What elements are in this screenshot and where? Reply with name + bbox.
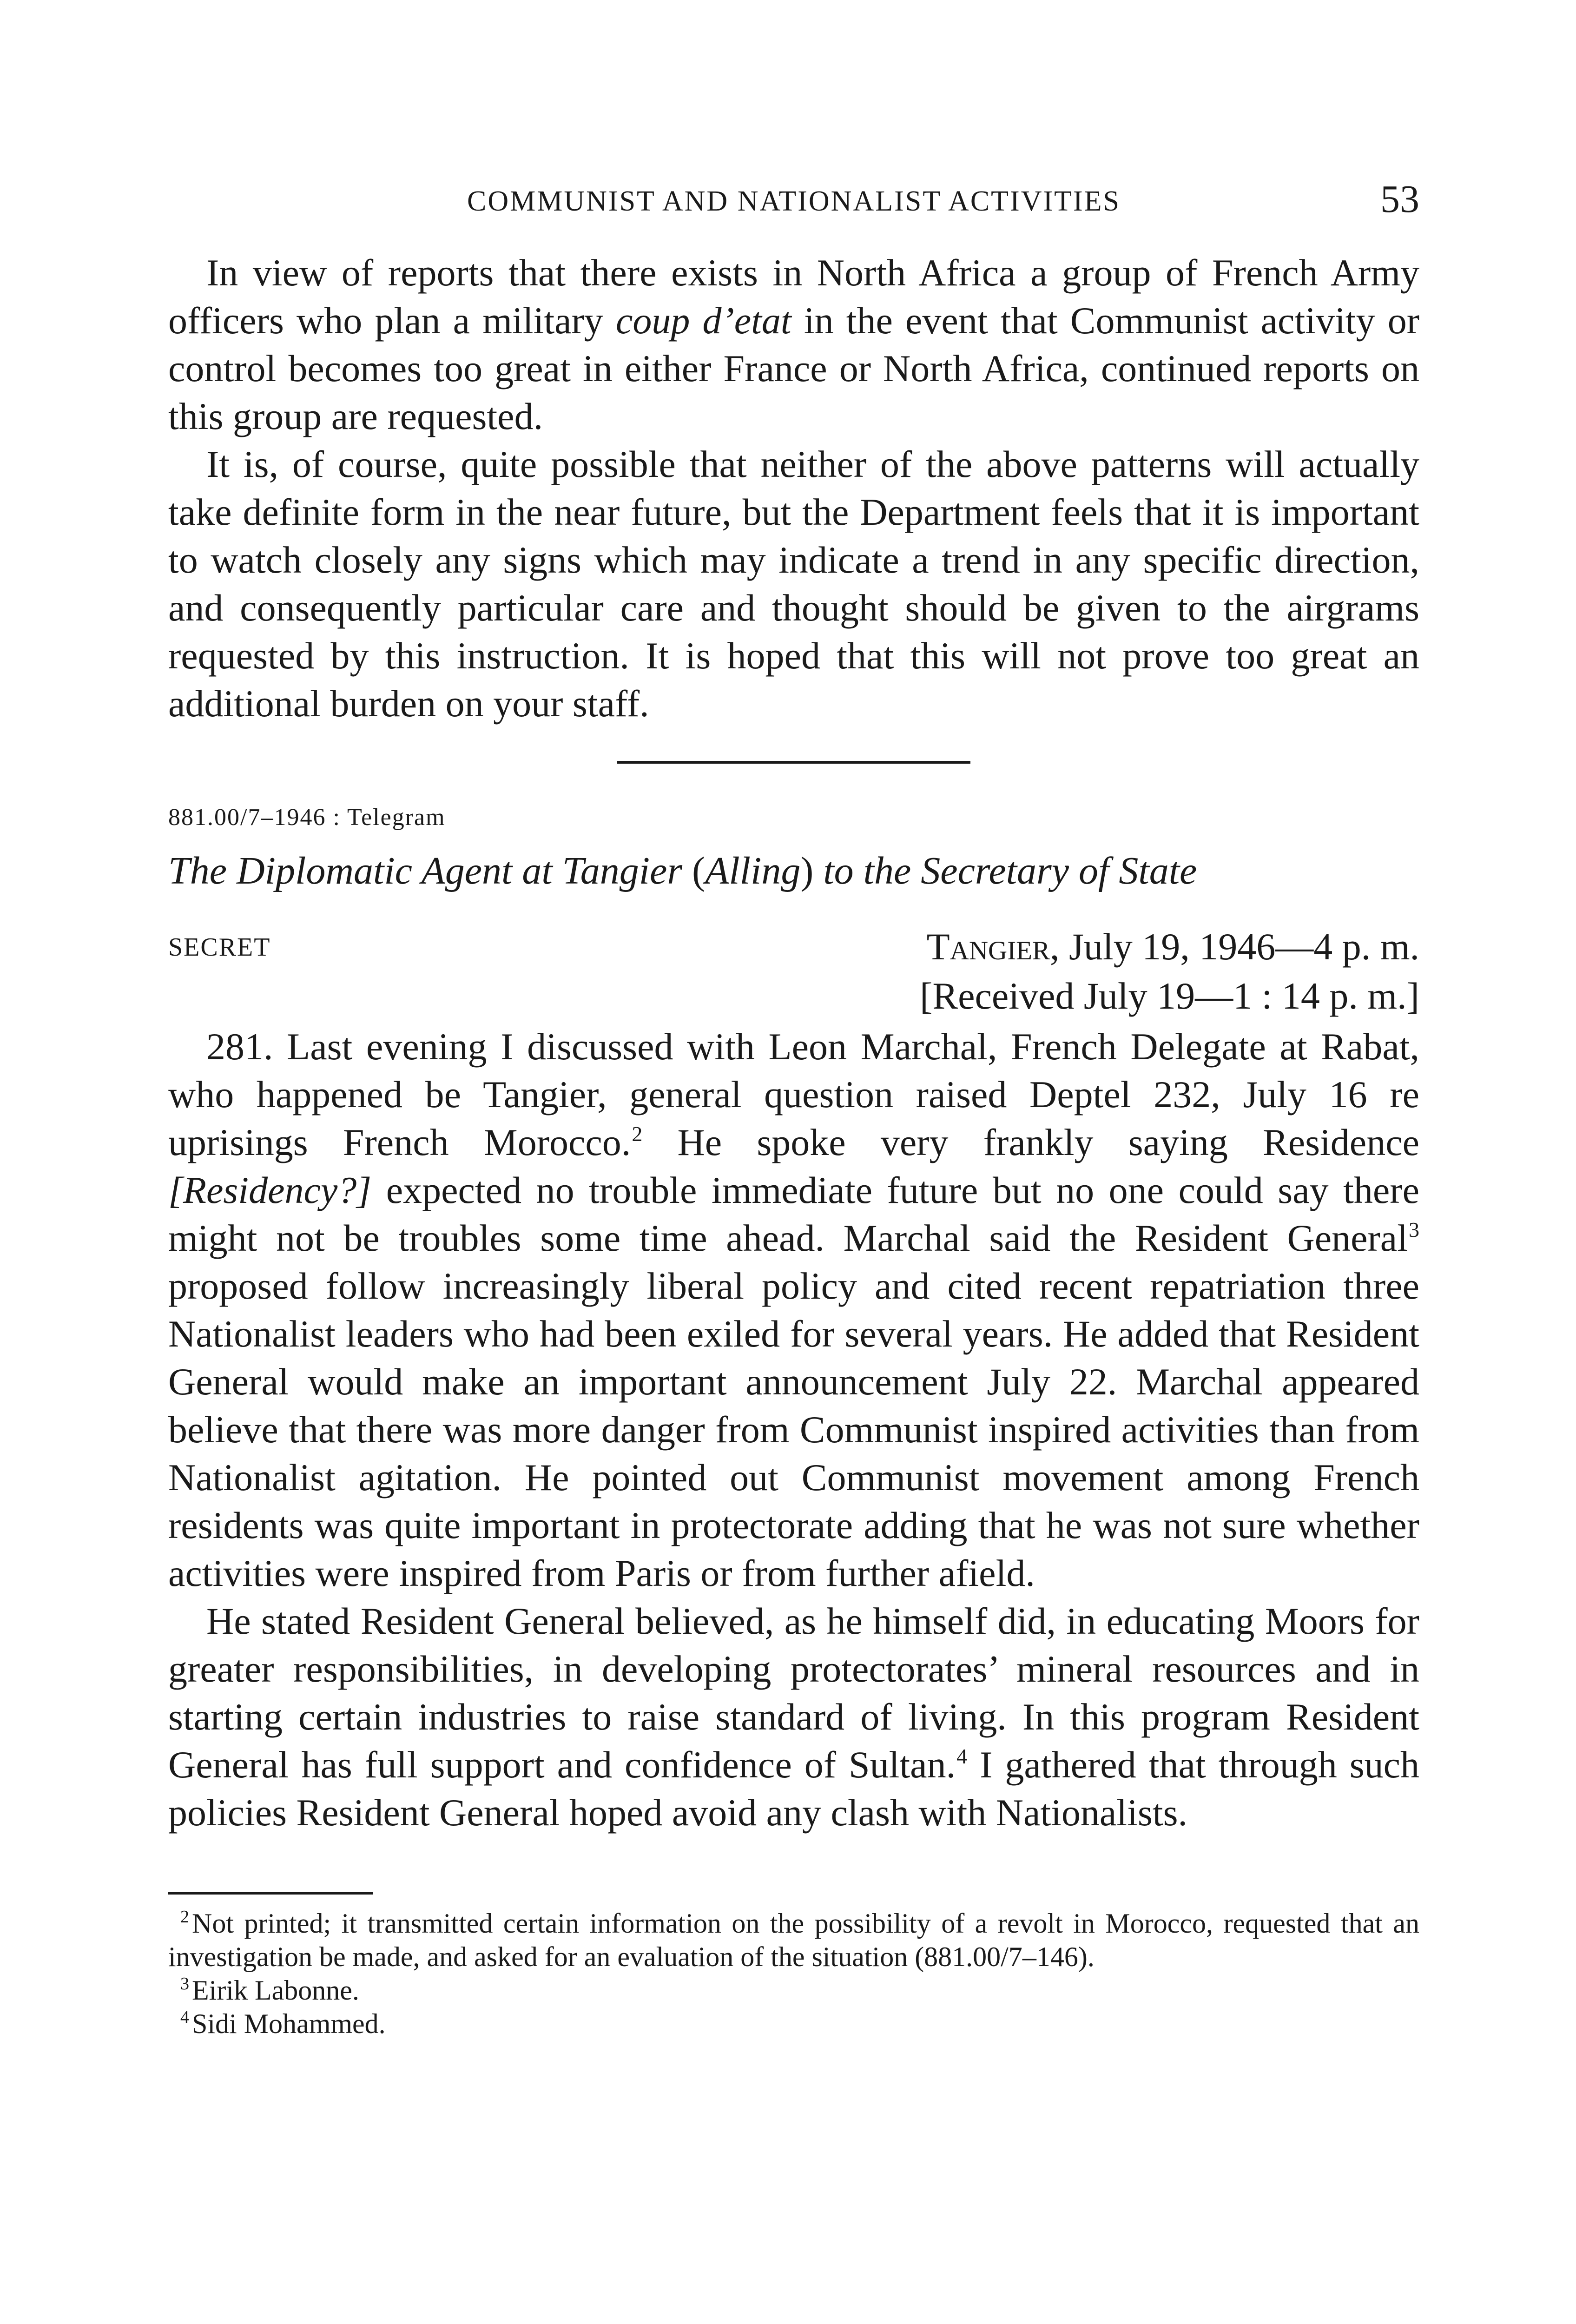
intro-italic-term: coup d’etat — [615, 299, 791, 342]
telegram-text: 281. Last evening I discussed with Leon Marchal, French Delegate at Rabat, who happened be Tangier, general question raised Deptel 232, July 16 re uprisings French Morocco. — [168, 1025, 1419, 1163]
footnote-text: Eirik Labonne. — [192, 1975, 359, 2006]
footnote-number: 3 — [180, 1974, 189, 1994]
heading-name: Alling — [705, 849, 801, 892]
section-divider — [617, 761, 970, 764]
editorial-insertion: [Residency?] — [168, 1169, 372, 1211]
footnote-text: Not printed; it transmitted certain information on the possibility of a revolt in Morocco, requested that an investigation be made, and asked for an evaluation of the situation (881.00/7–146). — [168, 1908, 1419, 1972]
heading-recipient: to the Secretary of State — [823, 849, 1197, 892]
footnote-text: Sidi Mohammed. — [192, 2008, 386, 2039]
document-heading — [168, 847, 1419, 895]
footnote-ref: 2 — [632, 1122, 643, 1146]
intro-text: In view of reports that there exists in North Africa a group of French Army officers who plan a military — [168, 251, 1419, 342]
telegram-text: He spoke very frankly saying Residence — [642, 1121, 1419, 1163]
telegram-text: expected no trouble immediate future but no one could say there might not be troubles some time ahead. Marchal said the Resident General — [168, 1169, 1419, 1259]
telegram-text: He stated Resident General believed, as he himself did, in educating Moors for greater responsibilities, in developing protectorates’ mineral resources and in starting certain industries to raise standard of living. In this program Resident General has full support and confidence of Sultan. — [168, 1600, 1419, 1786]
dateline-place: Tangier — [926, 925, 1050, 968]
intro-text: in the event that Communist activity or control becomes too great in either France or North Africa, continued reports on this group are requested. — [168, 299, 1420, 437]
telegram-paragraph-2 — [168, 1597, 1419, 1836]
running-title: COMMUNIST AND NATIONALIST ACTIVITIES — [467, 185, 1121, 217]
footnote-ref: 4 — [956, 1744, 968, 1768]
telegram-text: I gathered that through such policies Resident General hoped avoid any clash with Nationalists. — [168, 1743, 1420, 1834]
intro-paragraph-1 — [168, 249, 1419, 440]
footnote-ref: 3 — [1409, 1218, 1419, 1241]
running-header — [168, 177, 1419, 228]
dateline — [920, 922, 1419, 1021]
dateline-sent — [920, 922, 1419, 971]
footnote-2 — [168, 1907, 1419, 1974]
heading-paren: ( — [692, 849, 706, 892]
footnote-3 — [168, 1974, 1419, 2007]
heading-paren: ) — [800, 849, 824, 892]
telegram-paragraph-1 — [168, 1023, 1419, 1597]
dateline-date: , July 19, 1946—4 p. m. — [1050, 925, 1419, 968]
document-page — [168, 177, 1419, 2040]
dateline-received: [Received July 19—1 : 14 p. m.] — [920, 975, 1419, 1017]
telegram-meta — [168, 922, 1419, 1023]
footnote-number: 4 — [180, 2007, 189, 2027]
classification-label: SECRET — [168, 933, 271, 962]
footnote-4 — [168, 2007, 1419, 2040]
intro-paragraph-2: It is, of course, quite possible that neither of the above patterns will actually take definite form in the near future, but the Department feels that it is important to watch closely any signs which may indicate a trend in any specific direction, and consequently particular care and thought should be given to the airgrams requested by this instruction. It is hoped that this will not prove too great an additional burden on your staff. — [168, 443, 1419, 725]
page-number: 53 — [1380, 178, 1419, 221]
footnote-divider — [168, 1892, 373, 1895]
footnote-number: 2 — [180, 1907, 189, 1927]
heading-sender: The Diplomatic Agent at Tangier — [168, 849, 692, 892]
file-reference: 881.00/7–1946 : Telegram — [168, 804, 446, 831]
telegram-text: proposed follow increasingly liberal policy and cited recent repatriation three Nationalist leaders who had been exiled for several years. He added that Resident General would make an important announcement July 22. Marchal appeared believe that there was more danger from Communist inspired activities than from Nationalist agitation. He pointed out Communist movement among French residents was quite important in protectorate adding that he was not sure whether activities were inspired from Paris or from further afield. — [168, 1265, 1419, 1594]
